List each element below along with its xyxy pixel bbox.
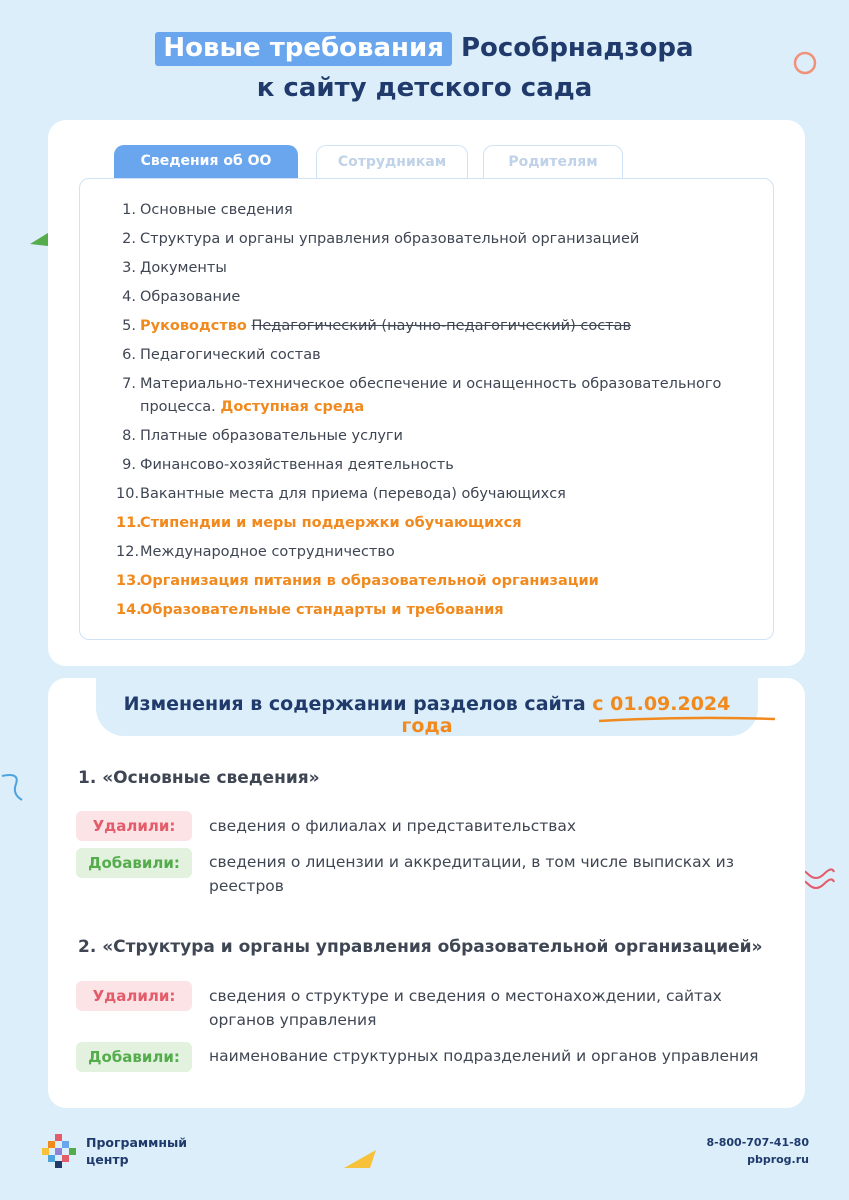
added-badge: Добавили: xyxy=(76,1042,192,1072)
list-item: 3. Документы xyxy=(122,260,227,276)
sections-card xyxy=(48,120,805,666)
new-section-name: Доступная среда xyxy=(220,399,365,415)
list-item: 12. Международное сотрудничество xyxy=(116,544,395,560)
title-highlight: Новые требования xyxy=(155,32,451,66)
list-item: 8. Платные образовательные услуги xyxy=(122,428,403,444)
list-item: 4. Образование xyxy=(122,289,241,305)
phone-number[interactable]: 8-800-707-41-80 xyxy=(706,1136,809,1149)
changes-date: с 01.09.2024 года xyxy=(401,693,731,737)
tab-sotrudnikam[interactable]: Сотрудникам xyxy=(316,145,468,179)
contacts xyxy=(707,1134,809,1168)
decorative-swirl-icon xyxy=(0,770,26,804)
sections-list xyxy=(116,199,756,628)
removed-badge: Удалили: xyxy=(76,981,192,1011)
added-text: сведения о лицензии и аккредитации, в том числе выписках из реестров xyxy=(209,853,734,895)
page-title xyxy=(0,28,849,108)
tab-roditelyam[interactable]: Родителям xyxy=(483,145,623,179)
website-link[interactable]: pbprog.ru xyxy=(747,1153,809,1166)
title-line2: к сайту детского сада xyxy=(256,73,593,103)
list-item: 10. Вакантные места для приема (перевода) обучающихся xyxy=(116,486,566,502)
changes-banner xyxy=(96,678,758,736)
logo-icon xyxy=(42,1134,76,1168)
list-item: 9. Финансово-хозяйственная деятельность xyxy=(122,457,454,473)
added-text: наименование структурных подразделений и органов управления xyxy=(209,1047,759,1065)
added-badge: Добавили: xyxy=(76,848,192,878)
list-item: 2. Структура и органы управления образовательной организацией xyxy=(122,231,640,247)
title-rest: Рособрнадзора xyxy=(460,33,694,63)
removed-text: сведения о филиалах и представительствах xyxy=(209,817,577,835)
decorative-yellow-triangle-icon xyxy=(344,1146,378,1170)
list-item: 14. Образовательные стандарты и требования xyxy=(116,602,504,618)
list-item: 7. Материально-техническое обеспечение и оснащенность образовательного процесса. Доступная среда xyxy=(122,376,722,415)
sections-list-box xyxy=(79,178,774,640)
list-item: 13. Организация питания в образовательной организации xyxy=(116,573,599,589)
date-underline-icon xyxy=(597,715,777,725)
removed-section-name: Педагогический (научно-педагогический) состав xyxy=(251,318,632,334)
changes-card xyxy=(48,678,805,1108)
list-item: 5. Руководство Педагогический (научно-педагогический) состав xyxy=(122,318,632,334)
changes-banner-text: Изменения в содержании разделов сайта с 01.09.2024 года xyxy=(123,693,731,737)
list-item: 11. Стипендии и меры поддержки обучающихся xyxy=(116,515,522,531)
org-name: Программный центр xyxy=(86,1135,188,1167)
tab-svedeniya[interactable]: Сведения об ОО xyxy=(114,145,298,179)
removed-text: сведения о структуре и сведения о местонахождении, сайтах органов управления xyxy=(209,987,722,1029)
list-item: 6. Педагогический состав xyxy=(122,347,321,363)
new-section-name: Руководство xyxy=(140,318,247,334)
list-item: 1. Основные сведения xyxy=(122,202,293,218)
change-section-title: 2. «Структура и органы управления образовательной организацией» xyxy=(78,937,763,957)
removed-badge: Удалили: xyxy=(76,811,192,841)
change-section-title: 1. «Основные сведения» xyxy=(78,768,320,788)
